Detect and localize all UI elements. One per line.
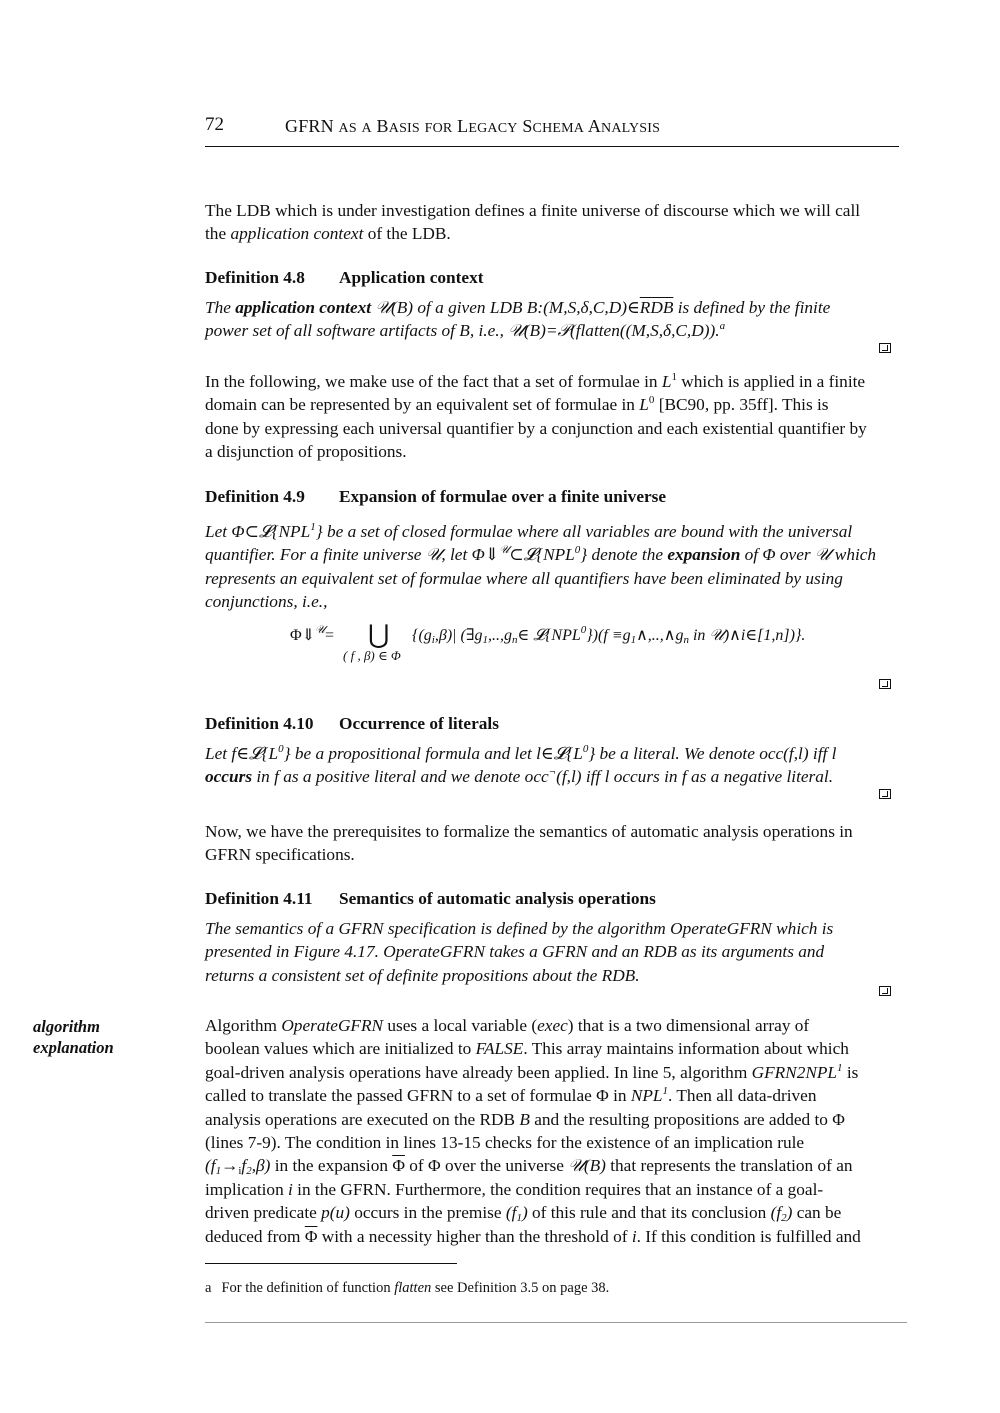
expansion-formula: Φ⇓$^𝒰$= {$(g_i,\beta)|$ ($\exists g_1,..,g_n\in$ $𝓛\{NPL^0\})(f$ $\equiv g_1\wedge,..,\wedge g_n$ in 𝒰)∧i∈[1,n])}. [290, 624, 806, 646]
union-symbol: ⋃ [368, 620, 390, 649]
running-header [205, 114, 899, 147]
following-paragraph: In the following, we make use of the fact that a set of formulae in $L^1$ which is applied in a finite domain can be represented by an equivalent set of formulae in $L^0$ [BC90, pp. 35ff]. This is done by expressing each universal quantifier by a conjunction and each existential quantifier by a disjunction of propositions. [205, 371, 867, 462]
page-number: 72 [205, 114, 224, 135]
definition-body: Let Φ⊂𝓛{NPL$^1$} be a set of closed formulae where all variables are bound with the universal quantifier. For a finite universe 𝒰, let Φ⇓$^𝒰$⊂𝓛{NPL$^0$} denote the expansion of Φ over 𝒰 which represents an equivalent set of formulae where all quantifiers have been eliminated by using conjunctions, i.e., [205, 521, 877, 612]
end-of-definition-icon [879, 789, 891, 799]
definition-heading: Definition 4.11 Semantics of automatic analysis operations [205, 889, 656, 908]
definition-heading: Definition 4.10 Occurrence of literals [205, 714, 499, 733]
footnote-marker: a [719, 320, 726, 333]
definition-body: The application context 𝒰(B) of a given LDB $B:(M,S,\delta,C,D)\in\overline{RDB}$ is defined by the finite power set of all software artifacts of B, i.e., 𝒰(B)=𝒫(flatten((M,S,δ,C,D)).$^a$ [205, 298, 831, 341]
definition-heading: Definition 4.8 Application context [205, 268, 484, 287]
definition-body: The semantics of a GFRN specification is defined by the algorithm OperateGFRN which is presented in Figure 4.17. OperateGFRN takes a GFRN and an RDB as its arguments and returns a consistent set of definite propositions about the RDB. [205, 919, 834, 985]
end-of-definition-icon [879, 986, 891, 996]
union-subscript: ( f , β) ∈ Φ [343, 648, 401, 663]
footnote-rule [205, 1263, 457, 1264]
intro-paragraph: The LDB which is under investigation defines a finite universe of discourse which we will call the application context of the LDB. [205, 201, 861, 244]
end-of-definition-icon [879, 679, 891, 689]
end-of-definition-icon [879, 343, 891, 353]
definition-body: Let $f\in 𝓛\{L^0\}$ be a propositional formula and let $l\in 𝓛\{L^0\}$ be a literal. We denote occ(f,l) iff l occurs in f as a positive literal and we denote occ¬(f,l) iff l occurs in f as a negative literal. [205, 743, 837, 787]
footnote: a For the definition of function flatten see Definition 3.5 on page 38. [205, 1280, 610, 1296]
prerequisites-paragraph: Now, we have the prerequisites to formalize the semantics of automatic analysis operations in GFRN specifications. [205, 822, 853, 865]
running-title: GFRN AS A BASIS FOR LEGACY SCHEMA ANALYSIS [285, 116, 661, 136]
bottom-rule [205, 1322, 907, 1323]
margin-note: algorithm explanation [33, 1017, 114, 1057]
algorithm-paragraph: Algorithm OperateGFRN uses a local variable (exec) that is a two dimensional array of boolean values which are initialized to FALSE. This array maintains information about which goal-driven analysis operations have already been applied. In line 5, algorithm GFRN2NPL$^1$ is called to translate the passed GFRN to a set of formulae Φ in NPL$^1$. Then all data-driven analysis operations are executed on the RDB B and the resulting propositions are added to Φ (lines 7-9). The condition in lines 13-15 checks for the existence of an implication rule $(f_1\to_if_2,\beta)$ in the expansion $\overline{\Phi}$ of Φ over the universe 𝒰(B) that represents the translation of an implication i in the GFRN. Furthermore, the condition requires that an instance of a goal- driven predicate p(u) occurs in the premise $(f_1)$ of this rule and that its conclusion $(f_2)$ can be deduced from $\overline{\Phi}$ with a necessity higher than the threshold of i. If this condition is fulfilled and [205, 1016, 861, 1246]
definition-heading: Definition 4.9 Expansion of formulae over a finite universe [205, 487, 667, 506]
